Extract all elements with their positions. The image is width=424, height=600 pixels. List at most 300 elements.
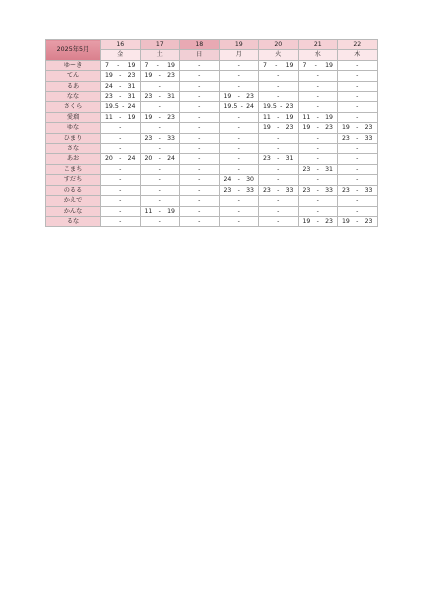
shift-cell — [259, 133, 299, 143]
shift-time — [141, 61, 180, 70]
shift-cell — [338, 144, 378, 154]
shift-cell — [338, 102, 378, 112]
date-header: 20 — [259, 40, 299, 50]
no-shift-dash: - — [198, 207, 201, 215]
no-shift-dash: - — [198, 165, 201, 173]
shift-cell — [140, 216, 180, 226]
shift-end: 33 — [167, 134, 175, 142]
shift-cell — [101, 133, 141, 143]
shift-separator: - — [158, 93, 161, 101]
no-shift-dash: - — [237, 72, 240, 80]
shift-cell — [219, 154, 259, 164]
shift-cell — [180, 196, 220, 206]
month-label: 2025年5月 — [46, 40, 101, 61]
no-shift-dash: - — [158, 176, 161, 184]
shift-cell — [101, 216, 141, 226]
shift-start: 7 — [144, 61, 149, 69]
shift-cell — [259, 196, 299, 206]
shift-cell — [180, 60, 220, 70]
shift-cell — [101, 196, 141, 206]
shift-cell — [298, 216, 338, 226]
no-shift-dash: - — [198, 72, 201, 80]
shift-start: 23 — [144, 134, 153, 142]
shift-separator: - — [316, 124, 319, 132]
shift-end: 23 — [127, 72, 136, 80]
shift-cell — [180, 81, 220, 91]
shift-cell — [219, 92, 259, 102]
shift-cell — [298, 112, 338, 122]
shift-cell — [180, 133, 220, 143]
shift-cell — [219, 185, 259, 195]
no-shift-dash: - — [198, 197, 201, 205]
table-row — [46, 144, 378, 154]
shift-time — [259, 102, 298, 111]
shift-start: 19.5 — [223, 103, 238, 111]
shift-separator: - — [277, 113, 280, 121]
shift-separator: - — [240, 103, 243, 111]
shift-end: 19 — [325, 113, 333, 121]
shift-time — [141, 154, 180, 163]
table-row — [46, 112, 378, 122]
shift-cell — [338, 216, 378, 226]
shift-separator: - — [277, 155, 280, 163]
shift-cell — [101, 164, 141, 174]
no-shift-dash: - — [356, 61, 359, 69]
no-shift-dash: - — [237, 197, 240, 205]
shift-time — [220, 102, 259, 111]
no-shift-dash: - — [277, 93, 280, 101]
shift-cell — [180, 92, 220, 102]
shift-cell — [219, 206, 259, 216]
no-shift-dash: - — [277, 82, 280, 90]
schedule-body — [46, 60, 378, 227]
no-shift-dash: - — [119, 134, 122, 142]
no-shift-dash: - — [316, 103, 319, 111]
table-row — [46, 196, 378, 206]
shift-cell — [101, 81, 141, 91]
shift-cell — [338, 164, 378, 174]
shift-end: 33 — [325, 186, 333, 194]
shift-start: 23 — [263, 155, 271, 163]
shift-start: 7 — [105, 61, 109, 69]
shift-separator: - — [356, 217, 359, 225]
no-shift-dash: - — [198, 61, 201, 69]
no-shift-dash: - — [356, 93, 359, 101]
shift-separator: - — [119, 72, 122, 80]
shift-cell — [298, 164, 338, 174]
shift-start: 7 — [302, 61, 307, 69]
staff-name: さな — [46, 144, 101, 154]
shift-start: 24 — [223, 176, 232, 184]
shift-cell — [338, 123, 378, 133]
table-row — [46, 92, 378, 102]
shift-end: 33 — [246, 186, 254, 194]
shift-time — [299, 113, 338, 122]
no-shift-dash: - — [237, 217, 240, 225]
shift-cell — [180, 175, 220, 185]
shift-cell — [219, 144, 259, 154]
staff-name: あお — [46, 154, 101, 164]
staff-name: ひまり — [46, 133, 101, 143]
weekday-header: 水 — [298, 50, 338, 60]
shift-start: 19.5 — [105, 103, 119, 111]
shift-separator: - — [158, 155, 161, 163]
shift-time — [299, 186, 338, 195]
shift-cell — [298, 133, 338, 143]
date-header: 16 — [101, 40, 141, 50]
shift-cell — [140, 144, 180, 154]
shift-start: 19 — [302, 217, 311, 225]
no-shift-dash: - — [119, 165, 122, 173]
shift-separator: - — [119, 82, 122, 90]
shift-cell — [298, 71, 338, 81]
no-shift-dash: - — [237, 145, 240, 153]
shift-separator: - — [316, 186, 319, 194]
shift-end: 33 — [364, 186, 373, 194]
staff-name: るあ — [46, 81, 101, 91]
no-shift-dash: - — [237, 113, 240, 121]
shift-cell — [219, 175, 259, 185]
shift-cell — [101, 71, 141, 81]
shift-start: 7 — [263, 61, 267, 69]
no-shift-dash: - — [277, 217, 280, 225]
no-shift-dash: - — [158, 82, 161, 90]
shift-start: 19 — [144, 113, 153, 121]
staff-name: ゆーき — [46, 60, 101, 70]
shift-start: 11 — [105, 113, 113, 121]
shift-time — [101, 113, 140, 122]
shift-time — [259, 123, 298, 132]
no-shift-dash: - — [237, 207, 240, 215]
shift-cell — [101, 185, 141, 195]
shift-cell — [140, 133, 180, 143]
shift-separator: - — [119, 93, 122, 101]
shift-cell — [101, 123, 141, 133]
shift-end: 31 — [127, 93, 136, 101]
shift-cell — [338, 92, 378, 102]
shift-cell — [140, 196, 180, 206]
shift-time — [101, 102, 140, 111]
shift-cell — [219, 71, 259, 81]
staff-name: てん — [46, 71, 101, 81]
shift-time — [299, 123, 338, 132]
weekday-header: 日 — [180, 50, 220, 60]
no-shift-dash: - — [356, 197, 359, 205]
no-shift-dash: - — [198, 103, 201, 111]
shift-cell — [298, 196, 338, 206]
shift-end: 23 — [364, 124, 373, 132]
shift-time — [338, 217, 377, 226]
shift-separator: - — [158, 207, 161, 215]
shift-start: 23 — [302, 186, 311, 194]
shift-end: 24 — [127, 155, 136, 163]
shift-end: 31 — [167, 93, 175, 101]
shift-cell — [298, 185, 338, 195]
shift-cell — [298, 81, 338, 91]
shift-cell — [101, 60, 141, 70]
shift-time — [141, 134, 180, 143]
shift-start: 23 — [342, 186, 350, 194]
shift-time — [259, 186, 298, 195]
no-shift-dash: - — [316, 145, 319, 153]
no-shift-dash: - — [356, 155, 359, 163]
shift-time — [259, 61, 298, 70]
table-row — [46, 81, 378, 91]
shift-time — [299, 217, 338, 226]
shift-cell — [298, 92, 338, 102]
no-shift-dash: - — [356, 72, 359, 80]
no-shift-dash: - — [158, 103, 161, 111]
weekday-header: 土 — [140, 50, 180, 60]
shift-cell — [219, 164, 259, 174]
shift-cell — [259, 206, 299, 216]
no-shift-dash: - — [119, 186, 122, 194]
shift-separator: - — [277, 186, 280, 194]
shift-end: 23 — [167, 72, 175, 80]
no-shift-dash: - — [198, 124, 201, 132]
table-row — [46, 60, 378, 70]
staff-name: すだち — [46, 175, 101, 185]
no-shift-dash: - — [198, 176, 201, 184]
shift-cell — [219, 112, 259, 122]
no-shift-dash: - — [316, 207, 319, 215]
table-row — [46, 71, 378, 81]
shift-start: 19 — [342, 124, 350, 132]
shift-cell — [140, 92, 180, 102]
shift-start: 20 — [144, 155, 153, 163]
shift-start: 23 — [342, 134, 350, 142]
no-shift-dash: - — [119, 145, 122, 153]
no-shift-dash: - — [277, 145, 280, 153]
shift-end: 19 — [285, 113, 294, 121]
shift-cell — [259, 154, 299, 164]
shift-end: 23 — [285, 103, 294, 111]
no-shift-dash: - — [316, 93, 319, 101]
no-shift-dash: - — [198, 134, 201, 142]
table-row — [46, 175, 378, 185]
shift-end: 23 — [167, 113, 175, 121]
shift-time — [141, 113, 180, 122]
shift-end: 24 — [167, 155, 175, 163]
shift-cell — [259, 112, 299, 122]
no-shift-dash: - — [356, 176, 359, 184]
no-shift-dash: - — [237, 61, 240, 69]
shift-separator: - — [122, 103, 125, 111]
shift-cell — [259, 175, 299, 185]
shift-cell — [298, 102, 338, 112]
shift-cell — [101, 175, 141, 185]
shift-cell — [140, 164, 180, 174]
shift-cell — [219, 196, 259, 206]
shift-end: 31 — [325, 165, 333, 173]
shift-cell — [338, 112, 378, 122]
no-shift-dash: - — [277, 207, 280, 215]
no-shift-dash: - — [316, 134, 319, 142]
shift-cell — [180, 71, 220, 81]
shift-cell — [259, 71, 299, 81]
no-shift-dash: - — [158, 165, 161, 173]
no-shift-dash: - — [316, 176, 319, 184]
shift-end: 23 — [325, 217, 333, 225]
shift-cell — [140, 185, 180, 195]
shift-cell — [338, 71, 378, 81]
shift-separator: - — [275, 61, 278, 69]
staff-name: ゆな — [46, 123, 101, 133]
shift-end: 33 — [285, 186, 294, 194]
shift-time — [101, 71, 140, 80]
no-shift-dash: - — [198, 155, 201, 163]
shift-cell — [338, 154, 378, 164]
shift-cell — [219, 60, 259, 70]
shift-schedule-table — [45, 39, 378, 227]
shift-end: 31 — [285, 155, 294, 163]
shift-cell — [219, 81, 259, 91]
shift-cell — [140, 123, 180, 133]
staff-name: るな — [46, 216, 101, 226]
shift-start: 19 — [144, 72, 153, 80]
shift-cell — [101, 102, 141, 112]
shift-separator: - — [314, 61, 317, 69]
date-header: 18 — [180, 40, 220, 50]
no-shift-dash: - — [198, 145, 201, 153]
shift-cell — [180, 216, 220, 226]
shift-cell — [180, 123, 220, 133]
no-shift-dash: - — [277, 134, 280, 142]
shift-cell — [101, 112, 141, 122]
no-shift-dash: - — [316, 72, 319, 80]
shift-time — [101, 82, 140, 91]
no-shift-dash: - — [158, 186, 161, 194]
shift-cell — [259, 216, 299, 226]
shift-cell — [298, 60, 338, 70]
shift-cell — [298, 154, 338, 164]
no-shift-dash: - — [277, 72, 280, 80]
shift-cell — [338, 60, 378, 70]
shift-end: 19 — [167, 207, 175, 215]
date-header: 21 — [298, 40, 338, 50]
no-shift-dash: - — [198, 113, 201, 121]
shift-cell — [140, 112, 180, 122]
weekday-header: 月 — [219, 50, 259, 60]
shift-time — [220, 92, 259, 101]
shift-cell — [101, 144, 141, 154]
staff-name: 愛瑠 — [46, 112, 101, 122]
no-shift-dash: - — [237, 134, 240, 142]
shift-separator: - — [277, 124, 280, 132]
shift-time — [141, 207, 180, 216]
shift-cell — [298, 144, 338, 154]
shift-start: 23 — [263, 186, 271, 194]
no-shift-dash: - — [237, 165, 240, 173]
table-row — [46, 154, 378, 164]
shift-start: 23 — [302, 165, 311, 173]
shift-end: 30 — [246, 176, 254, 184]
date-header-row — [46, 40, 378, 50]
shift-cell — [298, 175, 338, 185]
shift-cell — [140, 60, 180, 70]
staff-name: こまち — [46, 164, 101, 174]
weekday-header: 木 — [338, 50, 378, 60]
shift-start: 23 — [105, 93, 113, 101]
shift-cell — [140, 71, 180, 81]
shift-end: 19 — [127, 61, 136, 69]
shift-separator: - — [237, 186, 240, 194]
shift-cell — [219, 133, 259, 143]
shift-separator: - — [316, 217, 319, 225]
no-shift-dash: - — [277, 165, 280, 173]
date-header: 22 — [338, 40, 378, 50]
shift-cell — [101, 154, 141, 164]
shift-separator: - — [280, 103, 283, 111]
shift-separator: - — [158, 134, 161, 142]
shift-separator: - — [316, 113, 319, 121]
shift-cell — [140, 175, 180, 185]
no-shift-dash: - — [237, 82, 240, 90]
shift-separator: - — [119, 113, 122, 121]
no-shift-dash: - — [119, 124, 122, 132]
shift-cell — [180, 112, 220, 122]
table-row — [46, 164, 378, 174]
shift-start: 19 — [105, 72, 113, 80]
shift-cell — [219, 216, 259, 226]
shift-cell — [338, 175, 378, 185]
no-shift-dash: - — [119, 217, 122, 225]
no-shift-dash: - — [316, 197, 319, 205]
shift-time — [141, 71, 180, 80]
shift-cell — [259, 92, 299, 102]
shift-time — [259, 154, 298, 163]
shift-cell — [338, 133, 378, 143]
no-shift-dash: - — [356, 207, 359, 215]
staff-name: かえで — [46, 196, 101, 206]
shift-separator: - — [356, 186, 359, 194]
shift-end: 23 — [285, 124, 294, 132]
no-shift-dash: - — [237, 124, 240, 132]
shift-time — [338, 134, 377, 143]
shift-cell — [180, 164, 220, 174]
shift-time — [220, 186, 259, 195]
shift-cell — [101, 92, 141, 102]
weekday-header: 金 — [101, 50, 141, 60]
shift-time — [338, 186, 377, 195]
shift-cell — [338, 81, 378, 91]
shift-end: 19 — [127, 113, 136, 121]
shift-start: 19.5 — [263, 103, 277, 111]
table-row — [46, 102, 378, 112]
shift-cell — [180, 206, 220, 216]
shift-end: 19 — [167, 61, 175, 69]
shift-separator: - — [158, 72, 161, 80]
shift-cell — [180, 154, 220, 164]
shift-start: 11 — [263, 113, 271, 121]
shift-start: 20 — [105, 155, 113, 163]
shift-separator: - — [237, 176, 240, 184]
no-shift-dash: - — [277, 176, 280, 184]
shift-end: 19 — [325, 61, 333, 69]
shift-cell — [140, 81, 180, 91]
shift-separator: - — [156, 61, 159, 69]
no-shift-dash: - — [158, 124, 161, 132]
shift-cell — [180, 185, 220, 195]
shift-end: 24 — [246, 103, 254, 111]
shift-time — [141, 92, 180, 101]
shift-time — [299, 61, 338, 70]
shift-cell — [259, 123, 299, 133]
shift-cell — [338, 196, 378, 206]
shift-end: 23 — [246, 93, 254, 101]
shift-end: 19 — [285, 61, 294, 69]
date-header: 17 — [140, 40, 180, 50]
